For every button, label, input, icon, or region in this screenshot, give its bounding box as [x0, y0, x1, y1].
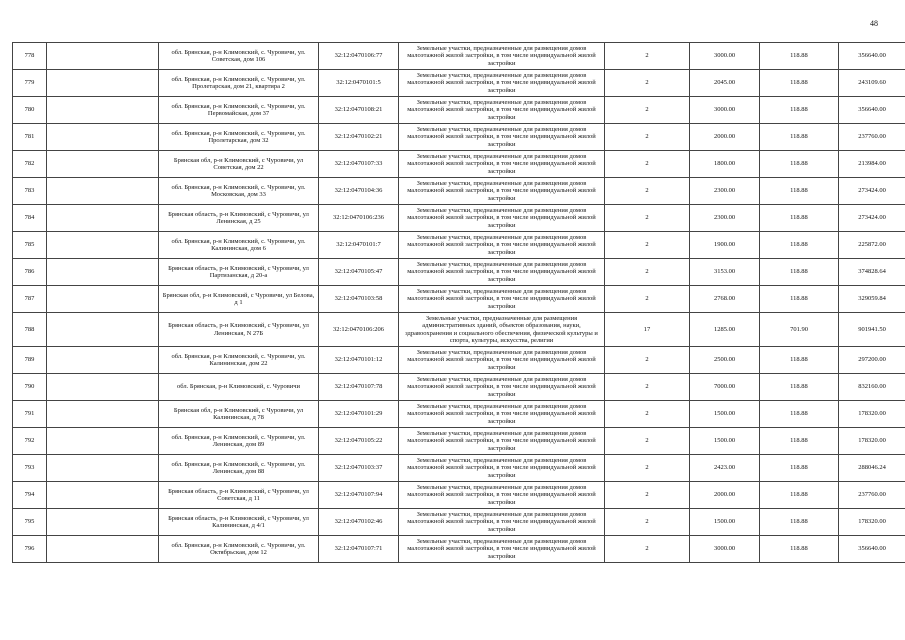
cadastral-value-cell: 329059.84 — [839, 286, 905, 313]
row-number-cell: 794 — [13, 482, 47, 509]
cadastral-value-cell: 356640.00 — [839, 97, 905, 124]
table-row — [13, 428, 905, 455]
area-cell: 1500.00 — [690, 509, 760, 536]
use-group-cell: 2 — [605, 401, 690, 428]
cadastral-value-cell: 356640.00 — [839, 536, 905, 563]
row-number-cell: 783 — [13, 178, 47, 205]
specific-value-cell: 118.88 — [760, 97, 839, 124]
area-cell: 2768.00 — [690, 286, 760, 313]
land-use-cell: Земельные участки, предназначенные для размещения домов малоэтажной жилой застройки, в том числе индивидуальной жилой застройки — [399, 401, 605, 428]
use-group-cell: 2 — [605, 347, 690, 374]
cadastral-number-cell: 32:12:0470105:47 — [319, 259, 399, 286]
address-cell: обл. Брянская, р-н Климовский, с. Чуровичи, ул. Первомайская, дом 37 — [159, 97, 319, 124]
address-cell: обл. Брянская, р-н Климовский, с. Чуровичи, ул. Калининская, дом 6 — [159, 232, 319, 259]
area-cell: 3153.00 — [690, 259, 760, 286]
blank-cell — [47, 509, 159, 536]
row-number-cell: 779 — [13, 70, 47, 97]
blank-cell — [47, 428, 159, 455]
table-row — [13, 286, 905, 313]
table-row — [13, 347, 905, 374]
area-cell: 3000.00 — [690, 536, 760, 563]
cadastral-value-cell: 297200.00 — [839, 347, 905, 374]
blank-cell — [47, 313, 159, 347]
blank-cell — [47, 124, 159, 151]
page-number: 48 — [870, 19, 878, 28]
use-group-cell: 2 — [605, 124, 690, 151]
table-row — [13, 455, 905, 482]
cadastral-number-cell: 32:12:0470105:22 — [319, 428, 399, 455]
row-number-cell: 781 — [13, 124, 47, 151]
specific-value-cell: 118.88 — [760, 347, 839, 374]
cadastral-value-cell: 213984.00 — [839, 151, 905, 178]
specific-value-cell: 118.88 — [760, 286, 839, 313]
area-cell: 1500.00 — [690, 428, 760, 455]
row-number-cell: 789 — [13, 347, 47, 374]
row-number-cell: 784 — [13, 205, 47, 232]
land-use-cell: Земельные участки, предназначенные для размещения домов малоэтажной жилой застройки, в том числе индивидуальной жилой застройки — [399, 205, 605, 232]
blank-cell — [47, 482, 159, 509]
cadastral-number-cell: 32:12:0470108:21 — [319, 97, 399, 124]
row-number-cell: 788 — [13, 313, 47, 347]
address-cell: обл. Брянская, р-н Климовский, с. Чуровичи, ул. Октябрьская, дом 12 — [159, 536, 319, 563]
land-use-cell: Земельные участки, предназначенные для размещения домов малоэтажной жилой застройки, в том числе индивидуальной жилой застройки — [399, 455, 605, 482]
specific-value-cell: 118.88 — [760, 536, 839, 563]
row-number-cell: 780 — [13, 97, 47, 124]
blank-cell — [47, 178, 159, 205]
use-group-cell: 2 — [605, 259, 690, 286]
use-group-cell: 2 — [605, 286, 690, 313]
table-row — [13, 43, 905, 70]
address-cell: Брянская обл, р-н Климовский, с Чуровичи, ул Калининская, д 78 — [159, 401, 319, 428]
use-group-cell: 2 — [605, 97, 690, 124]
address-cell: обл. Брянская, р-н Климовский, с. Чуровичи, ул. Московская, дом 33 — [159, 178, 319, 205]
use-group-cell: 2 — [605, 374, 690, 401]
land-use-cell: Земельные участки, предназначенные для размещения административных зданий, объектов образования, науки, здравоохранения и социального обеспечения, физической культуры и спорта, культуры, искусства, религии — [399, 313, 605, 347]
cadastral-value-cell: 374828.64 — [839, 259, 905, 286]
cadastral-value-cell: 288046.24 — [839, 455, 905, 482]
cadastral-number-cell: 32:12:0470101:7 — [319, 232, 399, 259]
specific-value-cell: 118.88 — [760, 43, 839, 70]
table-row — [13, 178, 905, 205]
use-group-cell: 2 — [605, 455, 690, 482]
use-group-cell: 17 — [605, 313, 690, 347]
row-number-cell: 785 — [13, 232, 47, 259]
cadastral-value-cell: 901941.50 — [839, 313, 905, 347]
address-cell: Брянская область, р-н Климовский, с Чуровичи, ул Партизанская, д 20-а — [159, 259, 319, 286]
cadastral-number-cell: 32:12:0470104:36 — [319, 178, 399, 205]
cadastral-number-cell: 32:12:0470103:58 — [319, 286, 399, 313]
use-group-cell: 2 — [605, 70, 690, 97]
cadastral-value-cell: 356640.00 — [839, 43, 905, 70]
land-use-cell: Земельные участки, предназначенные для размещения домов малоэтажной жилой застройки, в том числе индивидуальной жилой застройки — [399, 43, 605, 70]
address-cell: обл. Брянская, р-н Климовский, с. Чуровичи, ул. Ленинская, дом 88 — [159, 455, 319, 482]
blank-cell — [47, 259, 159, 286]
blank-cell — [47, 455, 159, 482]
address-cell: обл. Брянская, р-н Климовский, с. Чуровичи, ул. Пролетарская, дом 32 — [159, 124, 319, 151]
land-cadastral-value-table — [12, 42, 905, 563]
use-group-cell: 2 — [605, 43, 690, 70]
specific-value-cell: 701.90 — [760, 313, 839, 347]
area-cell: 2300.00 — [690, 178, 760, 205]
blank-cell — [47, 232, 159, 259]
area-cell: 3000.00 — [690, 43, 760, 70]
row-number-cell: 792 — [13, 428, 47, 455]
area-cell: 1900.00 — [690, 232, 760, 259]
cadastral-value-cell: 237760.00 — [839, 124, 905, 151]
row-number-cell: 793 — [13, 455, 47, 482]
area-cell: 1285.00 — [690, 313, 760, 347]
address-cell: Брянская область, р-н Климовский, с Чуровичи, ул Советская, д 11 — [159, 482, 319, 509]
row-number-cell: 787 — [13, 286, 47, 313]
cadastral-number-cell: 32:12:0470107:71 — [319, 536, 399, 563]
land-use-cell: Земельные участки, предназначенные для размещения домов малоэтажной жилой застройки, в том числе индивидуальной жилой застройки — [399, 124, 605, 151]
area-cell: 2300.00 — [690, 205, 760, 232]
land-use-cell: Земельные участки, предназначенные для размещения домов малоэтажной жилой застройки, в том числе индивидуальной жилой застройки — [399, 374, 605, 401]
cadastral-number-cell: 32:12:0470106:77 — [319, 43, 399, 70]
cadastral-number-cell: 32:12:0470107:94 — [319, 482, 399, 509]
area-cell: 1500.00 — [690, 401, 760, 428]
use-group-cell: 2 — [605, 232, 690, 259]
blank-cell — [47, 401, 159, 428]
table-body — [13, 43, 905, 563]
cadastral-number-cell: 32:12:0470101:12 — [319, 347, 399, 374]
use-group-cell: 2 — [605, 536, 690, 563]
specific-value-cell: 118.88 — [760, 455, 839, 482]
cadastral-number-cell: 32:12:0470106:236 — [319, 205, 399, 232]
address-cell: Брянская область, р-н Климовский, с Чуровичи, ул Калининская, д 4/1 — [159, 509, 319, 536]
row-number-cell: 795 — [13, 509, 47, 536]
use-group-cell: 2 — [605, 151, 690, 178]
cadastral-value-cell: 225872.00 — [839, 232, 905, 259]
blank-cell — [47, 97, 159, 124]
address-cell: обл. Брянская, р-н Климовский, с. Чуровичи — [159, 374, 319, 401]
address-cell: Брянская область, р-н Климовский, с Чуровичи, ул Ленинская, д 25 — [159, 205, 319, 232]
address-cell: обл. Брянская, р-н Климовский, с. Чуровичи, ул. Советская, дом 106 — [159, 43, 319, 70]
area-cell: 2423.00 — [690, 455, 760, 482]
blank-cell — [47, 286, 159, 313]
table-row — [13, 151, 905, 178]
specific-value-cell: 118.88 — [760, 205, 839, 232]
specific-value-cell: 118.88 — [760, 428, 839, 455]
area-cell: 1800.00 — [690, 151, 760, 178]
cadastral-value-cell: 243109.60 — [839, 70, 905, 97]
blank-cell — [47, 347, 159, 374]
land-use-cell: Земельные участки, предназначенные для размещения домов малоэтажной жилой застройки, в том числе индивидуальной жилой застройки — [399, 232, 605, 259]
land-use-cell: Земельные участки, предназначенные для размещения домов малоэтажной жилой застройки, в том числе индивидуальной жилой застройки — [399, 151, 605, 178]
cadastral-value-cell: 178320.00 — [839, 509, 905, 536]
table-row — [13, 401, 905, 428]
table-row — [13, 313, 905, 347]
blank-cell — [47, 43, 159, 70]
table-row — [13, 374, 905, 401]
use-group-cell: 2 — [605, 178, 690, 205]
cadastral-number-cell: 32:12:0470101:5 — [319, 70, 399, 97]
land-use-cell: Земельные участки, предназначенные для размещения домов малоэтажной жилой застройки, в том числе индивидуальной жилой застройки — [399, 259, 605, 286]
row-number-cell: 782 — [13, 151, 47, 178]
blank-cell — [47, 205, 159, 232]
address-cell: обл. Брянская, р-н Климовский, с. Чуровичи, ул. Калининская, дом 22 — [159, 347, 319, 374]
land-use-cell: Земельные участки, предназначенные для размещения домов малоэтажной жилой застройки, в том числе индивидуальной жилой застройки — [399, 70, 605, 97]
cadastral-number-cell: 32:12:0470101:29 — [319, 401, 399, 428]
area-cell: 2000.00 — [690, 124, 760, 151]
cadastral-value-cell: 178320.00 — [839, 401, 905, 428]
land-use-cell: Земельные участки, предназначенные для размещения домов малоэтажной жилой застройки, в том числе индивидуальной жилой застройки — [399, 509, 605, 536]
blank-cell — [47, 536, 159, 563]
area-cell: 7000.00 — [690, 374, 760, 401]
cadastral-number-cell: 32:12:0470102:46 — [319, 509, 399, 536]
row-number-cell: 778 — [13, 43, 47, 70]
specific-value-cell: 118.88 — [760, 70, 839, 97]
table-row — [13, 124, 905, 151]
land-use-cell: Земельные участки, предназначенные для размещения домов малоэтажной жилой застройки, в том числе индивидуальной жилой застройки — [399, 178, 605, 205]
cadastral-number-cell: 32:12:0470106:206 — [319, 313, 399, 347]
use-group-cell: 2 — [605, 205, 690, 232]
address-cell: обл. Брянская, р-н Климовский, с. Чуровичи, ул. Пролетарская, дом 21, квартира 2 — [159, 70, 319, 97]
table-row — [13, 70, 905, 97]
land-use-cell: Земельные участки, предназначенные для размещения домов малоэтажной жилой застройки, в том числе индивидуальной жилой застройки — [399, 482, 605, 509]
address-cell: Брянская обл, р-н Климовский, с Чуровичи, ул Советская, дом 22 — [159, 151, 319, 178]
specific-value-cell: 118.88 — [760, 482, 839, 509]
cadastral-value-cell: 237760.00 — [839, 482, 905, 509]
table-row — [13, 97, 905, 124]
cadastral-value-cell: 832160.00 — [839, 374, 905, 401]
address-cell: обл. Брянская, р-н Климовский, с. Чуровичи, ул. Ленинская, дом 89 — [159, 428, 319, 455]
land-use-cell: Земельные участки, предназначенные для размещения домов малоэтажной жилой застройки, в том числе индивидуальной жилой застройки — [399, 286, 605, 313]
row-number-cell: 791 — [13, 401, 47, 428]
cadastral-value-cell: 273424.00 — [839, 178, 905, 205]
cadastral-number-cell: 32:12:0470107:33 — [319, 151, 399, 178]
table-row — [13, 232, 905, 259]
cadastral-number-cell: 32:12:0470103:37 — [319, 455, 399, 482]
specific-value-cell: 118.88 — [760, 509, 839, 536]
address-cell: Брянская обл, р-н Климовский, с Чуровичи, ул Белова, д 1 — [159, 286, 319, 313]
area-cell: 2500.00 — [690, 347, 760, 374]
specific-value-cell: 118.88 — [760, 178, 839, 205]
blank-cell — [47, 151, 159, 178]
address-cell: Брянская область, р-н Климовский, с Чуровичи, ул Ленинская, N 27Б — [159, 313, 319, 347]
cadastral-number-cell: 32:12:0470107:78 — [319, 374, 399, 401]
specific-value-cell: 118.88 — [760, 259, 839, 286]
use-group-cell: 2 — [605, 482, 690, 509]
cadastral-value-cell: 273424.00 — [839, 205, 905, 232]
area-cell: 3000.00 — [690, 97, 760, 124]
table-row — [13, 509, 905, 536]
area-cell: 2000.00 — [690, 482, 760, 509]
specific-value-cell: 118.88 — [760, 124, 839, 151]
table-row — [13, 482, 905, 509]
cadastral-value-cell: 178320.00 — [839, 428, 905, 455]
area-cell: 2045.00 — [690, 70, 760, 97]
use-group-cell: 2 — [605, 428, 690, 455]
table-row — [13, 259, 905, 286]
land-use-cell: Земельные участки, предназначенные для размещения домов малоэтажной жилой застройки, в том числе индивидуальной жилой застройки — [399, 347, 605, 374]
blank-cell — [47, 70, 159, 97]
specific-value-cell: 118.88 — [760, 232, 839, 259]
specific-value-cell: 118.88 — [760, 374, 839, 401]
cadastral-number-cell: 32:12:0470102:21 — [319, 124, 399, 151]
table-row — [13, 536, 905, 563]
blank-cell — [47, 374, 159, 401]
use-group-cell: 2 — [605, 509, 690, 536]
land-use-cell: Земельные участки, предназначенные для размещения домов малоэтажной жилой застройки, в том числе индивидуальной жилой застройки — [399, 428, 605, 455]
row-number-cell: 786 — [13, 259, 47, 286]
land-use-cell: Земельные участки, предназначенные для размещения домов малоэтажной жилой застройки, в том числе индивидуальной жилой застройки — [399, 536, 605, 563]
table-row — [13, 205, 905, 232]
specific-value-cell: 118.88 — [760, 151, 839, 178]
row-number-cell: 796 — [13, 536, 47, 563]
specific-value-cell: 118.88 — [760, 401, 839, 428]
land-use-cell: Земельные участки, предназначенные для размещения домов малоэтажной жилой застройки, в том числе индивидуальной жилой застройки — [399, 97, 605, 124]
row-number-cell: 790 — [13, 374, 47, 401]
